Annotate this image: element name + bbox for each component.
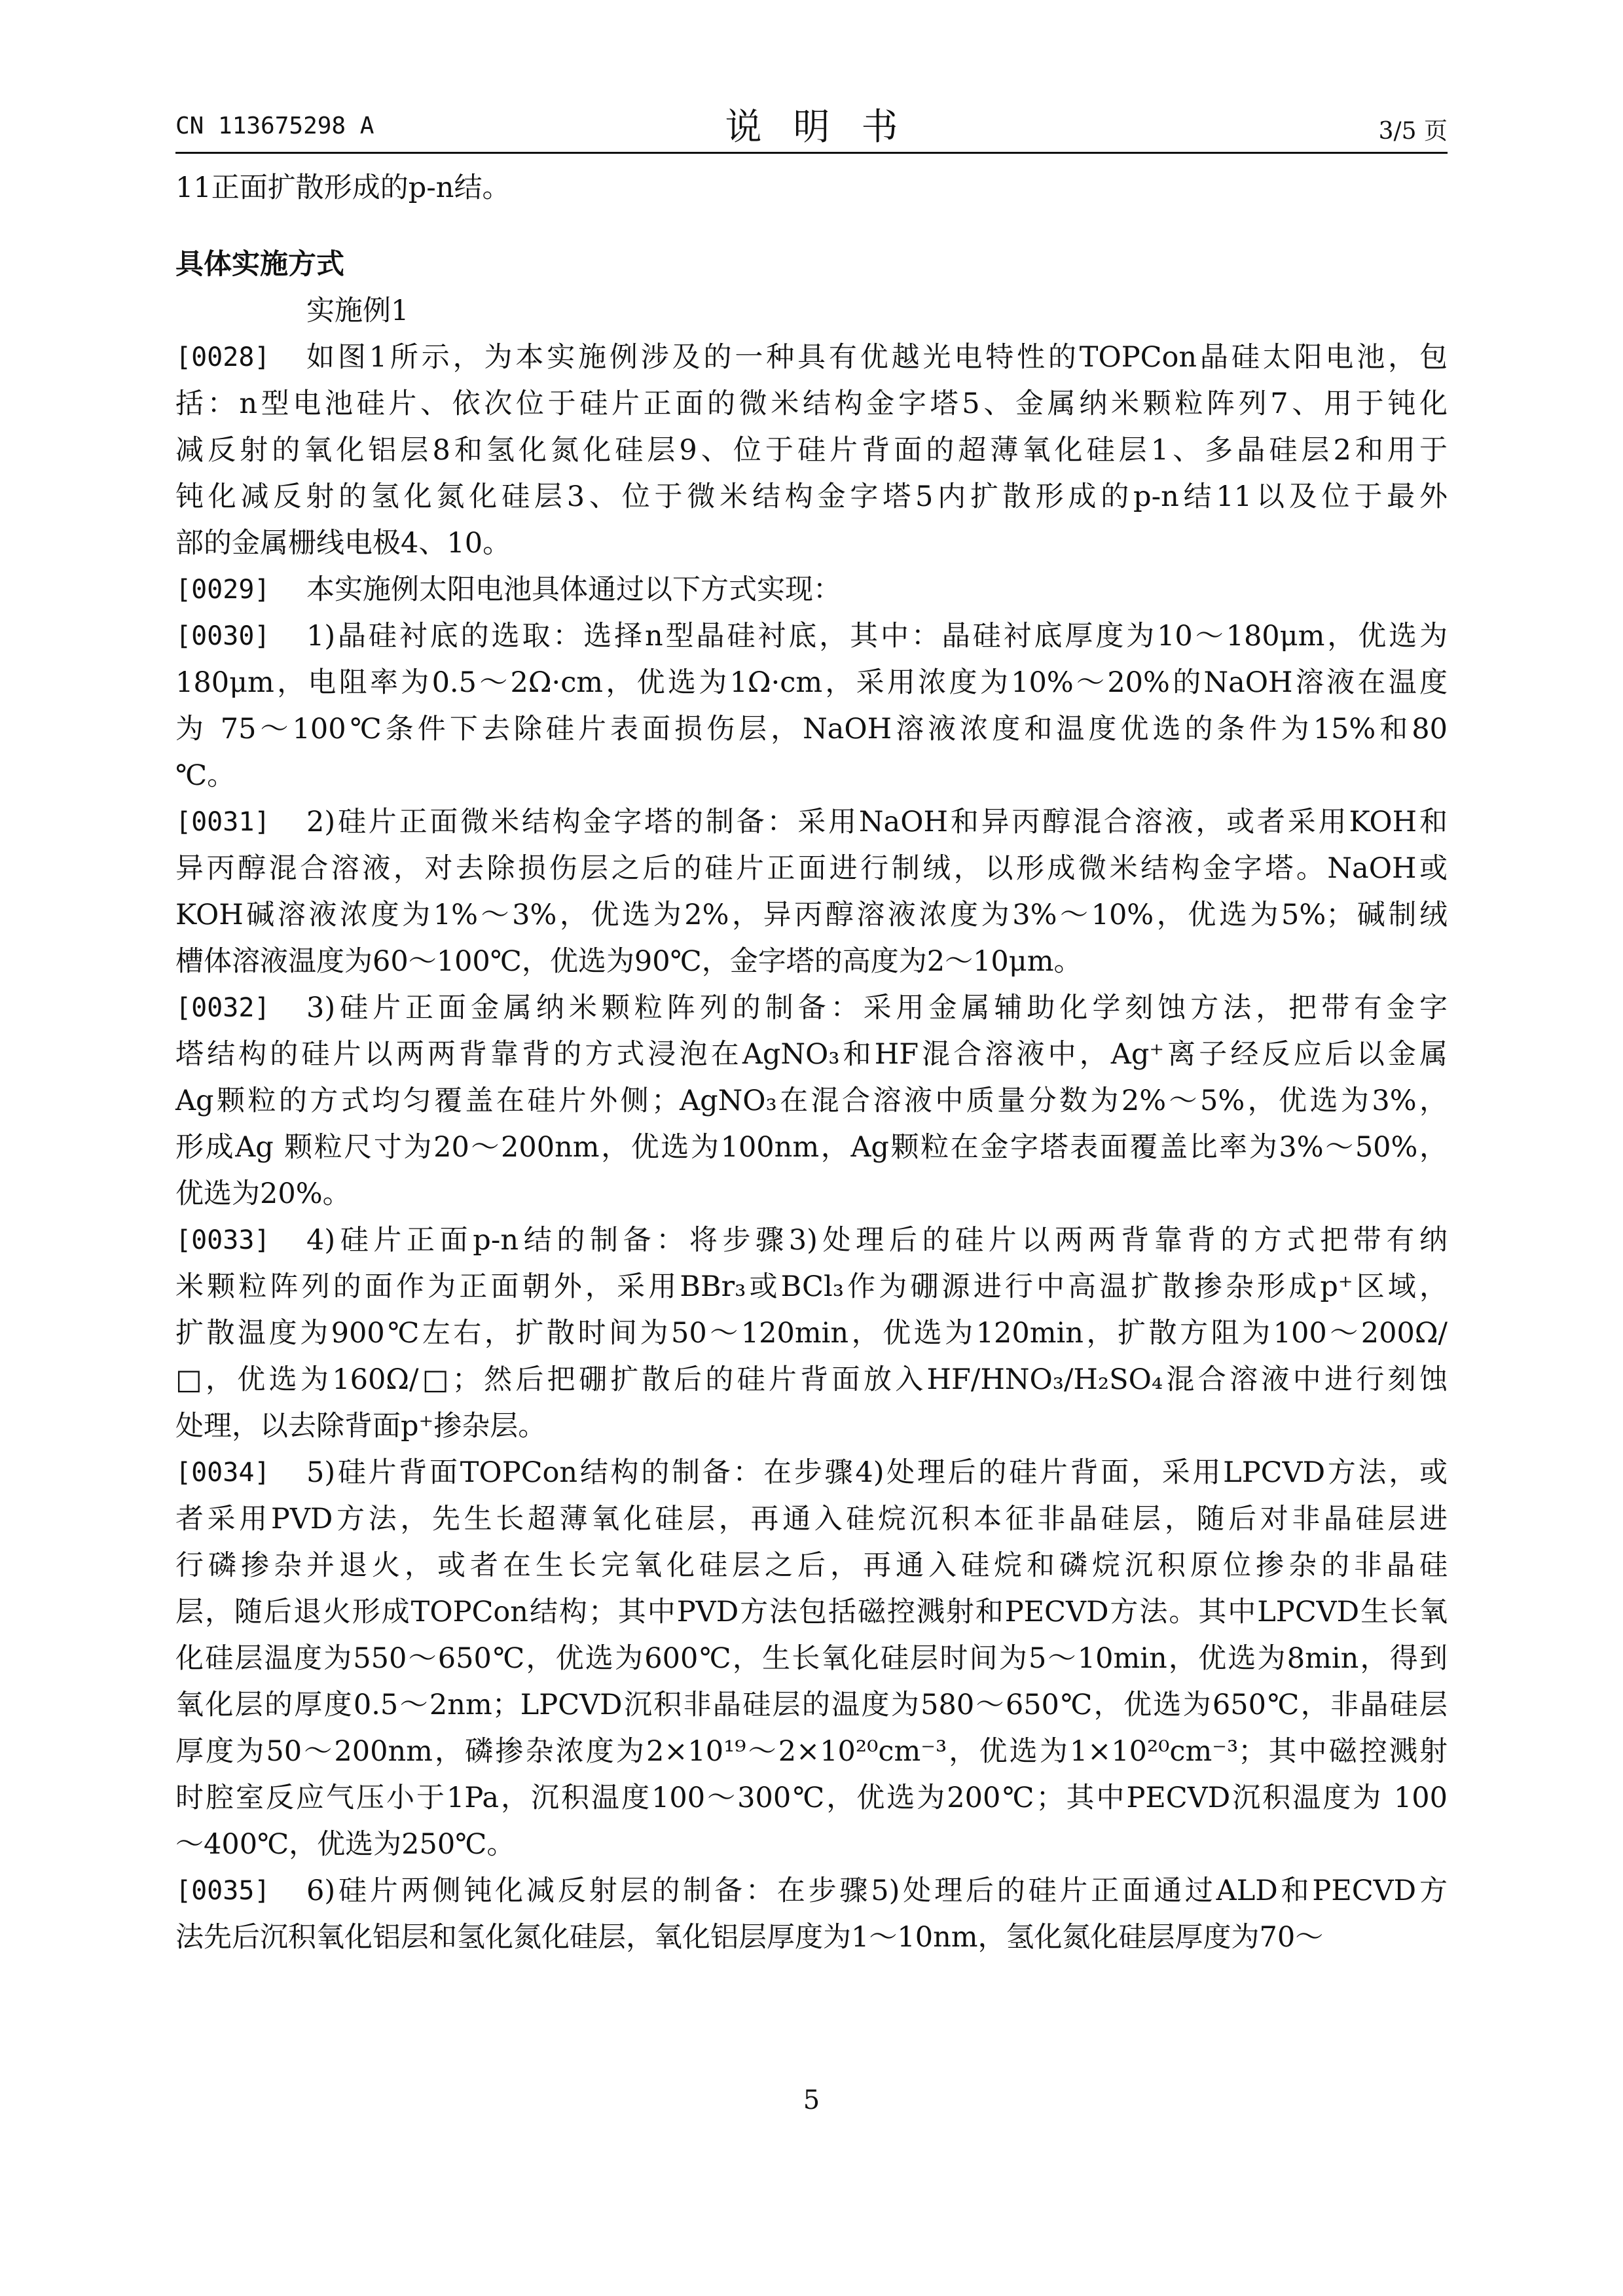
paragraph-line: □，优选为160Ω/□；然后把硼扩散后的硅片背面放入HF/HNO₃/H₂SO₄混合溶液中进行刻蚀 (175, 1363, 1448, 1396)
paragraph-line: Ag颗粒的方式均匀覆盖在硅片外侧；AgNO₃在混合溶液中质量分数为2%～5%，优选为3%， (175, 1085, 1448, 1117)
paragraph-line: 氧化层的厚度0.5～2nm；LPCVD沉积非晶硅层的温度为580～650℃，优选为650℃，非晶硅层 (175, 1689, 1448, 1721)
paragraph-line: 180μm，电阻率为0.5～2Ω·cm，优选为1Ω·cm，采用浓度为10%～20%的NaOH溶液在温度 (175, 666, 1448, 699)
paragraph-line: 槽体溶液温度为60～100℃，优选为90℃，金字塔的高度为2～10μm。 (175, 945, 1082, 978)
header-rule (175, 152, 1448, 154)
paragraph-line: 厚度为50～200nm，磷掺杂浓度为2×10¹⁹～2×10²⁰cm⁻³，优选为1×10²⁰cm⁻³；其中磁控溅射 (175, 1735, 1448, 1768)
paragraph-line: 部的金属栅线电极4、10。 (175, 527, 511, 560)
paragraph-number: [0029] (175, 575, 270, 605)
paragraph-line: 异丙醇混合溶液，对去除损伤层之后的硅片正面进行制绒，以形成微米结构金字塔。NaOH或 (175, 852, 1448, 885)
paragraph-line: 行磷掺杂并退火，或者在生长完氧化硅层之后，再通入硅烷和磷烷沉积原位掺杂的非晶硅 (175, 1549, 1448, 1582)
paragraph-line: 为 75～100℃条件下去除硅片表面损伤层，NaOH溶液浓度和温度优选的条件为15%和80 (175, 713, 1448, 745)
document-body (175, 165, 1448, 1961)
paragraph-line: 括：n型电池硅片、依次位于硅片正面的微米结构金字塔5、金属纳米颗粒阵列7、用于钝化 (175, 387, 1448, 420)
carryover-text: 11正面扩散形成的p-n结。 (175, 171, 511, 204)
paragraph-line: 处理，以去除背面p⁺掺杂层。 (175, 1410, 547, 1443)
paragraph-line: 化硅层温度为550～650℃，优选为600℃，生长氧化硅层时间为5～10min，优选为8min，得到 (175, 1642, 1448, 1675)
paragraph-number: [0032] (175, 993, 270, 1023)
example-title: 实施例1 (306, 295, 409, 327)
paragraph (175, 985, 1448, 1217)
paragraph-line: 6)硅片两侧钝化减反射层的制备：在步骤5)处理后的硅片正面通过ALD和PECVD方 (306, 1874, 1448, 1907)
paragraph-line: 扩散温度为900℃左右，扩散时间为50～120min，优选为120min，扩散方阻为100～200Ω/ (175, 1317, 1448, 1350)
paragraph (175, 1450, 1448, 1868)
page-indicator: 3/5 页 (1378, 118, 1448, 145)
paragraph-line: 层，随后退火形成TOPCon结构；其中PVD方法包括磁控溅射和PECVD方法。其中LPCVD生长氧 (175, 1596, 1448, 1628)
paragraph-line: ～400℃，优选为250℃。 (175, 1828, 515, 1861)
section-heading: 具体实施方式 (175, 248, 344, 281)
paragraph (175, 334, 1448, 567)
paragraph-line: 者采用PVD方法，先生长超薄氧化硅层，再通入硅烷沉积本征非晶硅层，随后对非晶硅层进 (175, 1503, 1448, 1535)
paragraph-number: [0031] (175, 807, 270, 837)
paragraph-line: 塔结构的硅片以两两背靠背的方式浸泡在AgNO₃和HF混合溶液中，Ag⁺离子经反应后以金属 (175, 1038, 1448, 1071)
paragraph-line: 本实施例太阳电池具体通过以下方式实现： (306, 573, 841, 606)
paragraph-number: [0034] (175, 1458, 270, 1488)
paragraph-line: 优选为20%。 (175, 1177, 351, 1210)
paragraph (175, 567, 1448, 613)
paragraph-number: [0028] (175, 342, 270, 372)
paragraph-line: 1)晶硅衬底的选取：选择n型晶硅衬底，其中：晶硅衬底厚度为10～180μm，优选为 (306, 620, 1448, 653)
paragraph-line: 5)硅片背面TOPCon结构的制备：在步骤4)处理后的硅片背面，采用LPCVD方法，或 (306, 1456, 1448, 1489)
publication-number: CN 113675298 A (175, 113, 374, 139)
page-header (175, 98, 1448, 151)
paragraph-list (175, 334, 1448, 1961)
paragraph-line: KOH碱溶液浓度为1%～3%，优选为2%，异丙醇溶液浓度为3%～10%，优选为5%；碱制绒 (175, 899, 1448, 931)
page-number: 5 (803, 2085, 820, 2115)
paragraph-number: [0033] (175, 1225, 270, 1255)
paragraph (175, 613, 1448, 799)
paragraph-number: [0030] (175, 621, 270, 651)
paragraph-line: 减反射的氧化铝层8和氢化氮化硅层9、位于硅片背面的超薄氧化硅层1、多晶硅层2和用于 (175, 434, 1448, 467)
paragraph (175, 1217, 1448, 1450)
paragraph-line: 法先后沉积氧化铝层和氢化氮化硅层，氧化铝层厚度为1～10nm，氢化氮化硅层厚度为70～ (175, 1921, 1324, 1954)
paragraph-line: 2)硅片正面微米结构金字塔的制备：采用NaOH和异丙醇混合溶液，或者采用KOH和 (306, 806, 1448, 838)
paragraph-line: 时腔室反应气压小于1Pa，沉积温度100～300℃，优选为200℃；其中PECVD沉积温度为 100 (175, 1782, 1448, 1814)
paragraph-line: 4)硅片正面p-n结的制备：将步骤3)处理后的硅片以两两背靠背的方式把带有纳 (306, 1224, 1448, 1257)
paragraph-line: 如图1所示，为本实施例涉及的一种具有优越光电特性的TOPCon晶硅太阳电池，包 (306, 341, 1448, 374)
paragraph-line: 形成Ag 颗粒尺寸为20～200nm，优选为100nm，Ag颗粒在金字塔表面覆盖比率为3%～50%， (175, 1131, 1448, 1164)
paragraph (175, 799, 1448, 985)
paragraph (175, 1868, 1448, 1961)
paragraph-line: ℃。 (175, 759, 236, 792)
paragraph-line: 米颗粒阵列的面作为正面朝外，采用BBr₃或BCl₃作为硼源进行中高温扩散掺杂形成p⁺区域， (175, 1270, 1448, 1303)
paragraph-line: 钝化减反射的氢化氮化硅层3、位于微米结构金字塔5内扩散形成的p-n结11以及位于最外 (175, 480, 1448, 513)
document-title: 说明书 (725, 106, 930, 149)
paragraph-line: 3)硅片正面金属纳米颗粒阵列的制备：采用金属辅助化学刻蚀方法，把带有金字 (306, 992, 1448, 1024)
paragraph-number: [0035] (175, 1876, 270, 1906)
